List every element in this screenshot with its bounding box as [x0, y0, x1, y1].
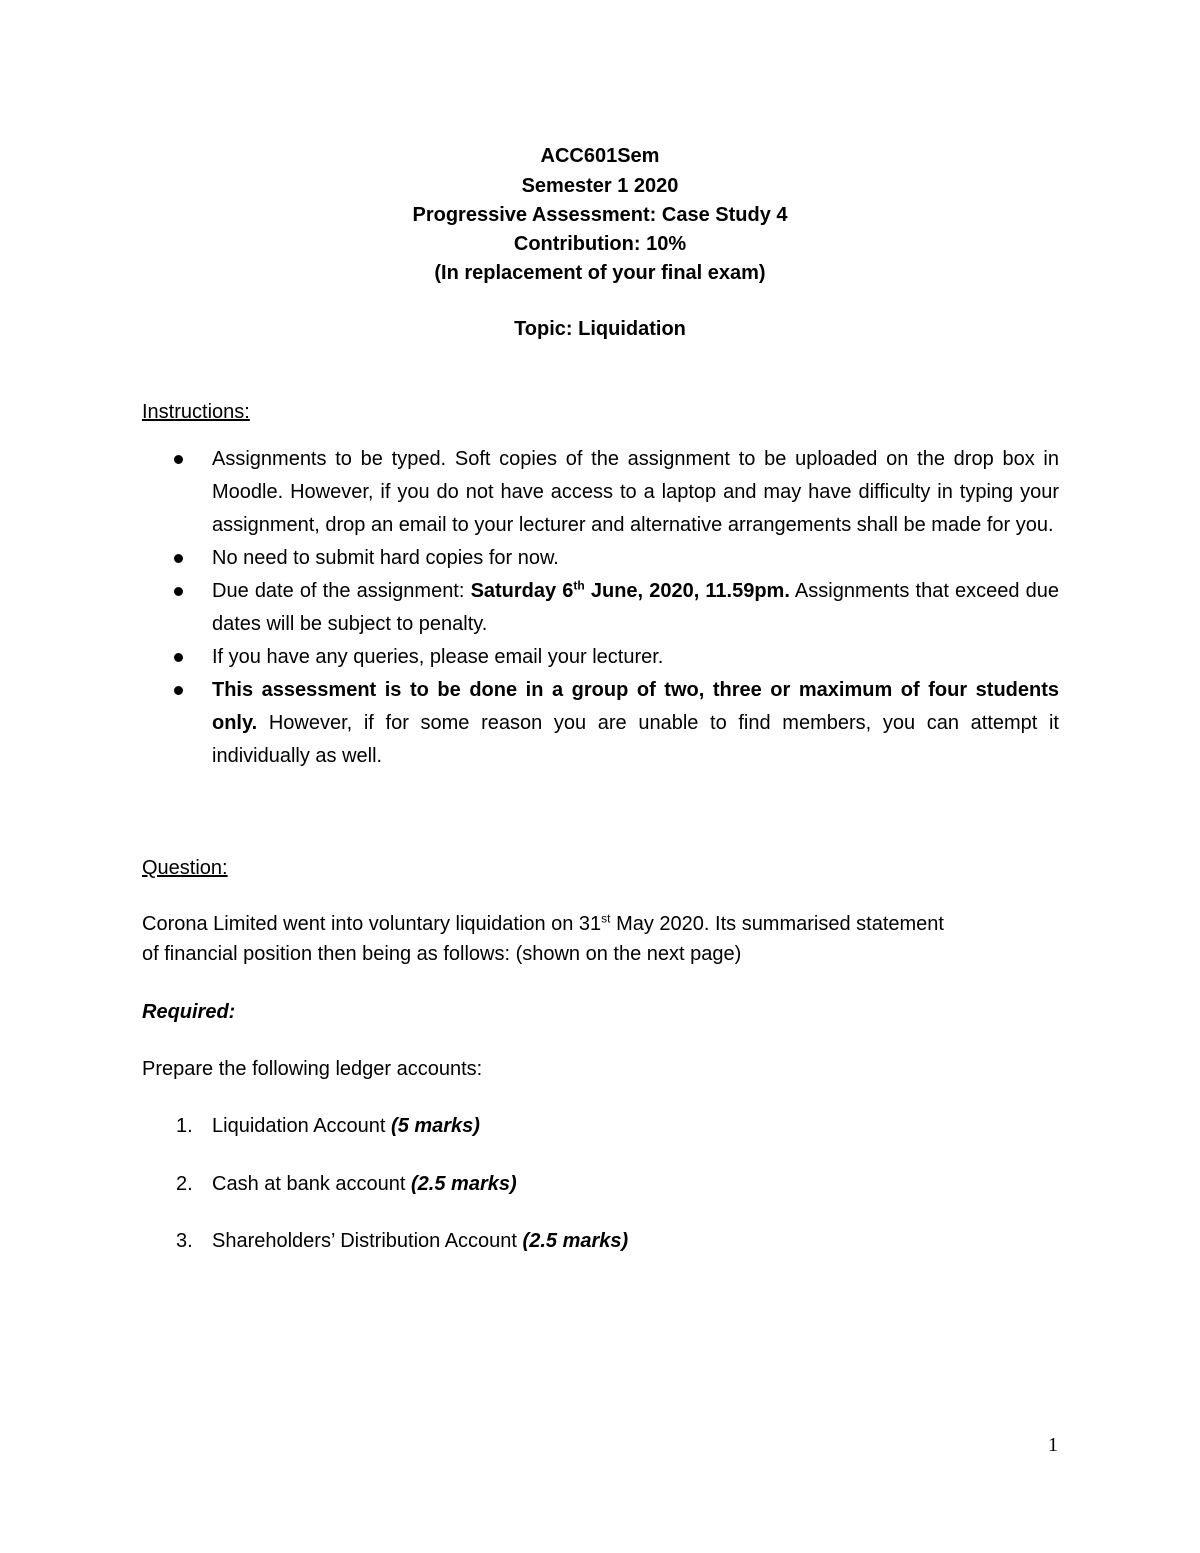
list-item — [142, 641, 1059, 674]
question-date-suffix: st — [601, 911, 611, 926]
instructions-list — [142, 443, 1059, 773]
list-item — [142, 443, 1059, 542]
item-number: 1. — [176, 1115, 193, 1137]
semester-line: Semester 1 2020 — [521, 175, 679, 197]
required-heading: Required: — [142, 1001, 236, 1023]
question-line-1 — [142, 909, 944, 939]
bullet-icon — [174, 554, 183, 563]
assessment-title: Progressive Assessment: Case Study 4 — [412, 204, 788, 226]
instruction-hard-copies: No need to submit hard copies for now. — [212, 547, 559, 569]
item-title: Shareholders’ Distribution Account — [212, 1230, 523, 1252]
question-heading: Question: — [142, 857, 228, 879]
item-marks: (2.5 marks) — [522, 1230, 629, 1252]
replacement-note: (In replacement of your final exam) — [434, 262, 766, 284]
list-item — [142, 674, 1059, 773]
instruction-typed: Assignments to be typed. Soft copies of the assignment to be uploaded on the drop box in Moodle. However, if you do not have access to a laptop and may have difficulty in typing your assignment, drop an email to your lecturer and alternative arrangements shall be made for you. — [212, 448, 1059, 536]
item-marks: (5 marks) — [391, 1115, 480, 1137]
instruction-queries: If you have any queries, please email your lecturer. — [212, 646, 664, 668]
group-requirement: This assessment is to be done in a group of two, three or maximum of four students only. — [212, 679, 1059, 734]
contribution-line: Contribution: 10% — [513, 233, 687, 255]
item-title: Cash at bank account — [212, 1173, 412, 1195]
bullet-icon — [174, 455, 183, 464]
group-exception: However, if for some reason you are unable to find members, you can attempt it individually as well. — [212, 712, 1059, 767]
due-date-suffix: th — [573, 578, 585, 593]
prepare-line: Prepare the following ledger accounts: — [142, 1058, 483, 1080]
due-date-prefix: Due date of the assignment: — [212, 580, 471, 602]
item-number: 3. — [176, 1230, 193, 1252]
question-line-2: of financial position then being as follows: (shown on the next page) — [142, 943, 742, 965]
list-item — [142, 1227, 628, 1255]
list-item — [142, 542, 1059, 575]
item-title: Liquidation Account — [212, 1115, 392, 1137]
bullet-icon — [174, 653, 183, 662]
question-text-end: May 2020. Its summarised statement — [610, 913, 944, 935]
due-date-value: June, 2020, 11.59pm. — [584, 580, 790, 602]
due-date-day: Saturday 6 — [470, 580, 574, 602]
item-number: 2. — [176, 1173, 193, 1195]
list-item — [142, 1112, 480, 1140]
item-marks: (2.5 marks) — [411, 1173, 517, 1195]
instructions-heading: Instructions: — [142, 401, 250, 423]
list-item — [142, 1170, 517, 1198]
topic-line: Topic: Liquidation — [514, 318, 686, 340]
question-text-start: Corona Limited went into voluntary liquidation on 31 — [142, 913, 602, 935]
bullet-icon — [174, 587, 183, 596]
list-item — [142, 575, 1059, 641]
course-code: ACC601Sem — [540, 145, 660, 167]
bullet-icon — [174, 686, 183, 695]
page-number: 1 — [1048, 1434, 1058, 1456]
due-date-penalty: Assignments that exceed due dates will be subject to penalty. — [212, 580, 1060, 635]
